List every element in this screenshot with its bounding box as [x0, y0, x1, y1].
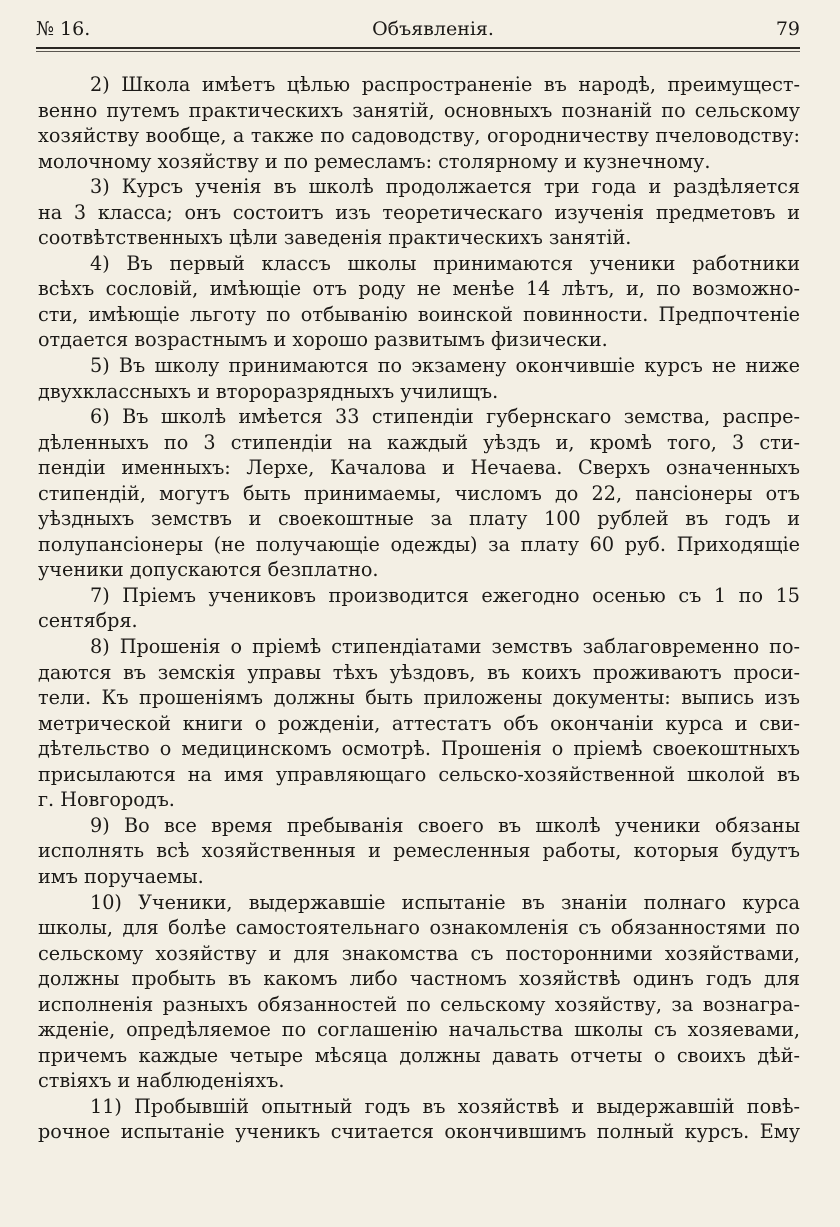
text-line: сти, имѣющіе льготу по отбыванію воинской повинности. Предпочтеніе: [38, 302, 800, 326]
text-line: хозяйству вообще, а также по садоводству, огородничеству пчеловодству:: [38, 124, 800, 148]
text-line: венно путемъ практическихъ занятій, основныхъ познаній по сельскому: [38, 98, 800, 122]
text-line: школы, для болѣе самостоятельнаго ознакомленія съ обязанностями по: [38, 916, 800, 940]
text-line: пендіи именныхъ: Лерхе, Качалова и Нечаева. Сверхъ означенныхъ: [38, 456, 800, 480]
text-line: полупансіонеры (не получающіе одежды) за плату 60 руб. Приходящіе: [38, 532, 800, 556]
page-header: [36, 18, 800, 46]
header-rule: [36, 47, 800, 49]
text-line: 8) Прошенія о пріемѣ стипендіатами земствъ заблаговременно по-: [90, 635, 800, 659]
text-line: уѣздныхъ земствъ и своекоштные за плату 100 рублей въ годъ и: [38, 507, 800, 531]
text-line: причемъ каждые четыре мѣсяца должны давать отчеты о своихъ дѣй-: [38, 1043, 800, 1067]
paragraph: [38, 353, 800, 404]
text-line: дѣленныхъ по 3 стипендіи на каждый уѣздъ и, кромѣ того, 3 сти-: [38, 430, 800, 454]
text-line: присылаются на имя управляющаго сельско-хозяйственной школой въ: [38, 762, 800, 786]
text-line: 2) Школа имѣетъ цѣлью распространеніе въ народѣ, преимущест-: [90, 73, 800, 96]
text-line: всѣхъ сословій, имѣющіе отъ роду не менѣе 14 лѣтъ, и, по возможно-: [38, 277, 800, 301]
text-line: исполнять всѣ хозяйственныя и ремесленныя работы, которыя будутъ: [38, 839, 800, 863]
text-line: на 3 класса; онъ состоитъ изъ теоретическаго изученія предметовъ и: [38, 200, 800, 224]
issue-number: № 16.: [36, 18, 91, 40]
text-line: 5) Въ школу принимаются по экзамену окончившіе курсъ не ниже: [90, 354, 800, 378]
paragraph: [38, 583, 800, 634]
paragraph: [38, 404, 800, 583]
text-line: дѣтельство о медицинскомъ осмотрѣ. Прошенія о пріемѣ своекоштныхъ: [38, 737, 800, 761]
section-title: Объявленія.: [372, 18, 494, 40]
text-line: метрической книги о рожденіи, аттестатъ объ окончаніи курса и сви-: [38, 711, 800, 735]
text-line: жденіе, опредѣляемое по соглашенію начальства школы съ хозяевами,: [38, 1018, 800, 1042]
text-line: 3) Курсъ ученія въ школѣ продолжается три года и раздѣляется: [90, 175, 800, 199]
text-line: сентября.: [38, 609, 138, 633]
paragraph: [38, 1094, 800, 1145]
paragraph: [38, 251, 800, 353]
text-line: двухклассныхъ и второразрядныхъ училищъ.: [38, 379, 499, 403]
text-line: 7) Пріемъ учениковъ производится ежегодно осенью съ 1 по 15: [90, 583, 800, 607]
text-line: исполненія разныхъ обязанностей по сельскому хозяйству, за вознагра-: [38, 992, 800, 1016]
text-line: отдается возрастнымъ и хорошо развитымъ физически.: [38, 328, 608, 352]
text-line: 9) Во все время пребыванія своего въ школѣ ученики обязаны: [90, 813, 800, 837]
paragraph: [38, 890, 800, 1094]
header-rule-thin: [36, 51, 800, 52]
text-line: ученики допускаются безплатно.: [38, 558, 379, 582]
text-line: молочному хозяйству и по ремесламъ: столярному и кузнечному.: [38, 149, 711, 173]
text-line: стипендій, могутъ быть принимаемы, числомъ до 22, пансіонеры отъ: [38, 481, 800, 505]
text-line: 6) Въ школѣ имѣется 33 стипендіи губернскаго земства, распре-: [90, 405, 800, 429]
body-text: [38, 72, 800, 1145]
paragraph: [38, 174, 800, 251]
text-line: сельскому хозяйству и для знакомства съ посторонними хозяйствами,: [38, 941, 800, 965]
text-line: тели. Къ прошеніямъ должны быть приложены документы: выпись изъ: [38, 686, 800, 710]
text-line: рочное испытаніе ученикъ считается окончившимъ полный курсъ. Ему: [38, 1120, 800, 1144]
text-line: 10) Ученики, выдержавшіе испытаніе въ знаніи полнаго курса: [90, 890, 800, 914]
text-line: г. Новгородъ.: [38, 788, 175, 812]
paragraph: [38, 634, 800, 813]
text-line: 11) Пробывшій опытный годъ въ хозяйствѣ и выдержавшій повѣ-: [90, 1094, 800, 1118]
paragraph: [38, 813, 800, 890]
text-line: ствіяхъ и наблюденіяхъ.: [38, 1069, 285, 1093]
text-line: 4) Въ первый классъ школы принимаются ученики работники: [90, 251, 800, 275]
page-number: 79: [775, 18, 800, 40]
text-line: даются въ земскія управы тѣхъ уѣздовъ, въ коихъ проживаютъ проси-: [38, 660, 800, 684]
text-line: соотвѣтственныхъ цѣли заведенія практическихъ занятій.: [38, 226, 632, 250]
text-line: имъ поручаемы.: [38, 864, 204, 888]
paragraph: [38, 72, 800, 174]
text-line: должны пробыть въ какомъ либо частномъ хозяйствѣ одинъ годъ для: [38, 967, 800, 991]
